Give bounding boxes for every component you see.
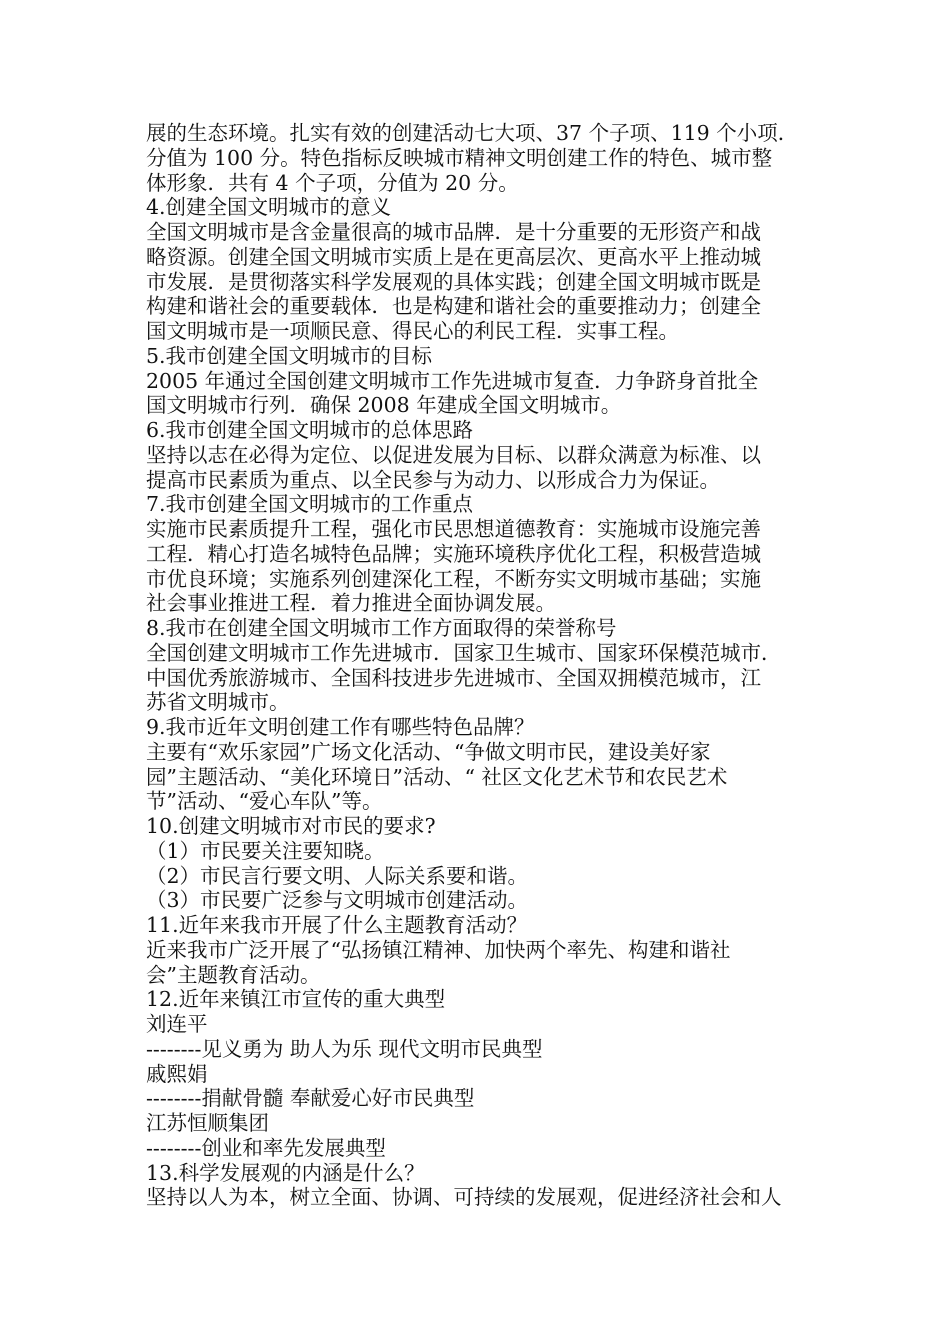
list-item: （3）市民要广泛参与文明城市创建活动。 <box>146 888 529 913</box>
person-name: 戚熙娟 <box>146 1061 208 1086</box>
text-line: 构建和谐社会的重要载体．也是构建和谐社会的重要推动力；创建全 <box>146 294 761 319</box>
text-line: 市发展．是贯彻落实科学发展观的具体实践；创建全国文明城市既是 <box>146 269 761 294</box>
text-line: 坚持以志在必得为定位、以促进发展为目标、以群众满意为标准、以 <box>146 442 761 467</box>
text-line: 近来我市广泛开展了“弘扬镇江精神、加快两个率先、构建和谐社 <box>146 937 731 962</box>
text-line: 中国优秀旅游城市、全国科技进步先进城市、全国双拥模范城市，江 <box>146 665 761 690</box>
list-item: （1）市民要关注要知晓。 <box>146 838 385 863</box>
text-line: 略资源。创建全国文明城市实质上是在更高层次、更高水平上推动城 <box>146 244 761 269</box>
text-line: 市优良环境；实施系列创建深化工程，不断夯实文明城市基础；实施 <box>146 566 761 591</box>
text-line: --------捐献骨髓 奉献爱心好市民典型 <box>146 1086 475 1111</box>
text-line: 分值为 100 分。特色指标反映城市精神文明创建工作的特色、城市整 <box>146 145 773 170</box>
section-heading: 6.我市创建全国文明城市的总体思路 <box>146 418 474 442</box>
section-heading: 13.科学发展观的内涵是什么？ <box>146 1160 425 1185</box>
section-heading: 8.我市在创建全国文明城市工作方面取得的荣誉称号 <box>146 616 617 640</box>
document-body <box>146 121 814 1210</box>
person-name: 刘连平 <box>146 1012 208 1036</box>
section-heading: 9.我市近年文明创建工作有哪些特色品牌？ <box>146 715 535 739</box>
text-line: 节”活动、“爱心车队”等。 <box>146 789 383 814</box>
section-heading: 5.我市创建全国文明城市的目标 <box>146 343 433 368</box>
text-line: 国文明城市行列．确保 2008 年建成全国文明城市。 <box>146 393 622 418</box>
section-heading: 12.近年来镇江市宣传的重大典型 <box>146 987 446 1012</box>
text-line: 主要有“欢乐家园”广场文化活动、“争做文明市民，建设美好家 <box>146 739 711 764</box>
text-line: 展的生态环境。扎实有效的创建活动七大项、37 个子项、119 个小项． <box>146 121 799 145</box>
text-line: 国文明城市是一项顺民意、得民心的利民工程．实事工程。 <box>146 319 679 343</box>
section-heading: 10.创建文明城市对市民的要求? <box>146 814 436 838</box>
section-heading: 7.我市创建全国文明城市的工作重点 <box>146 492 474 517</box>
text-line: 全国创建文明城市工作先进城市．国家卫生城市、国家环保模范城市． <box>146 640 782 665</box>
section-heading: 11.近年来我市开展了什么主题教育活动？ <box>146 913 528 937</box>
list-item: （2）市民言行要文明、人际关系要和谐。 <box>146 863 529 888</box>
text-line: 坚持以人为本，树立全面、协调、可持续的发展观，促进经济社会和人 <box>146 1185 782 1210</box>
text-line: 会”主题教育活动。 <box>146 962 321 987</box>
text-line: --------创业和率先发展典型 <box>146 1135 386 1160</box>
text-line: 社会事业推进工程．着力推进全面协调发展。 <box>146 591 556 616</box>
text-line: 体形象．共有 4 个子项，分值为 20 分。 <box>146 170 519 195</box>
text-line: 全国文明城市是含金量很高的城市品牌．是十分重要的无形资产和战 <box>146 220 761 244</box>
text-line: 工程．精心打造名城特色品牌；实施环境秩序优化工程，积极营造城 <box>146 541 761 566</box>
text-line: --------见义勇为 助人为乐 现代文明市民典型 <box>146 1036 543 1061</box>
text-line: 提高市民素质为重点、以全民参与为动力、以形成合力为保证。 <box>146 467 720 492</box>
organization-name: 江苏恒顺集团 <box>146 1111 269 1135</box>
text-line: 实施市民素质提升工程，强化市民思想道德教育：实施城市设施完善 <box>146 517 761 541</box>
section-heading: 4.创建全国文明城市的意义 <box>146 195 392 220</box>
text-line: 2005 年通过全国创建文明城市工作先进城市复查．力争跻身首批全 <box>146 368 759 393</box>
text-line: 苏省文明城市。 <box>146 690 290 715</box>
text-line: 园”主题活动、“美化环境日”活动、“ 社区文化艺术节和农民艺术 <box>146 764 728 789</box>
